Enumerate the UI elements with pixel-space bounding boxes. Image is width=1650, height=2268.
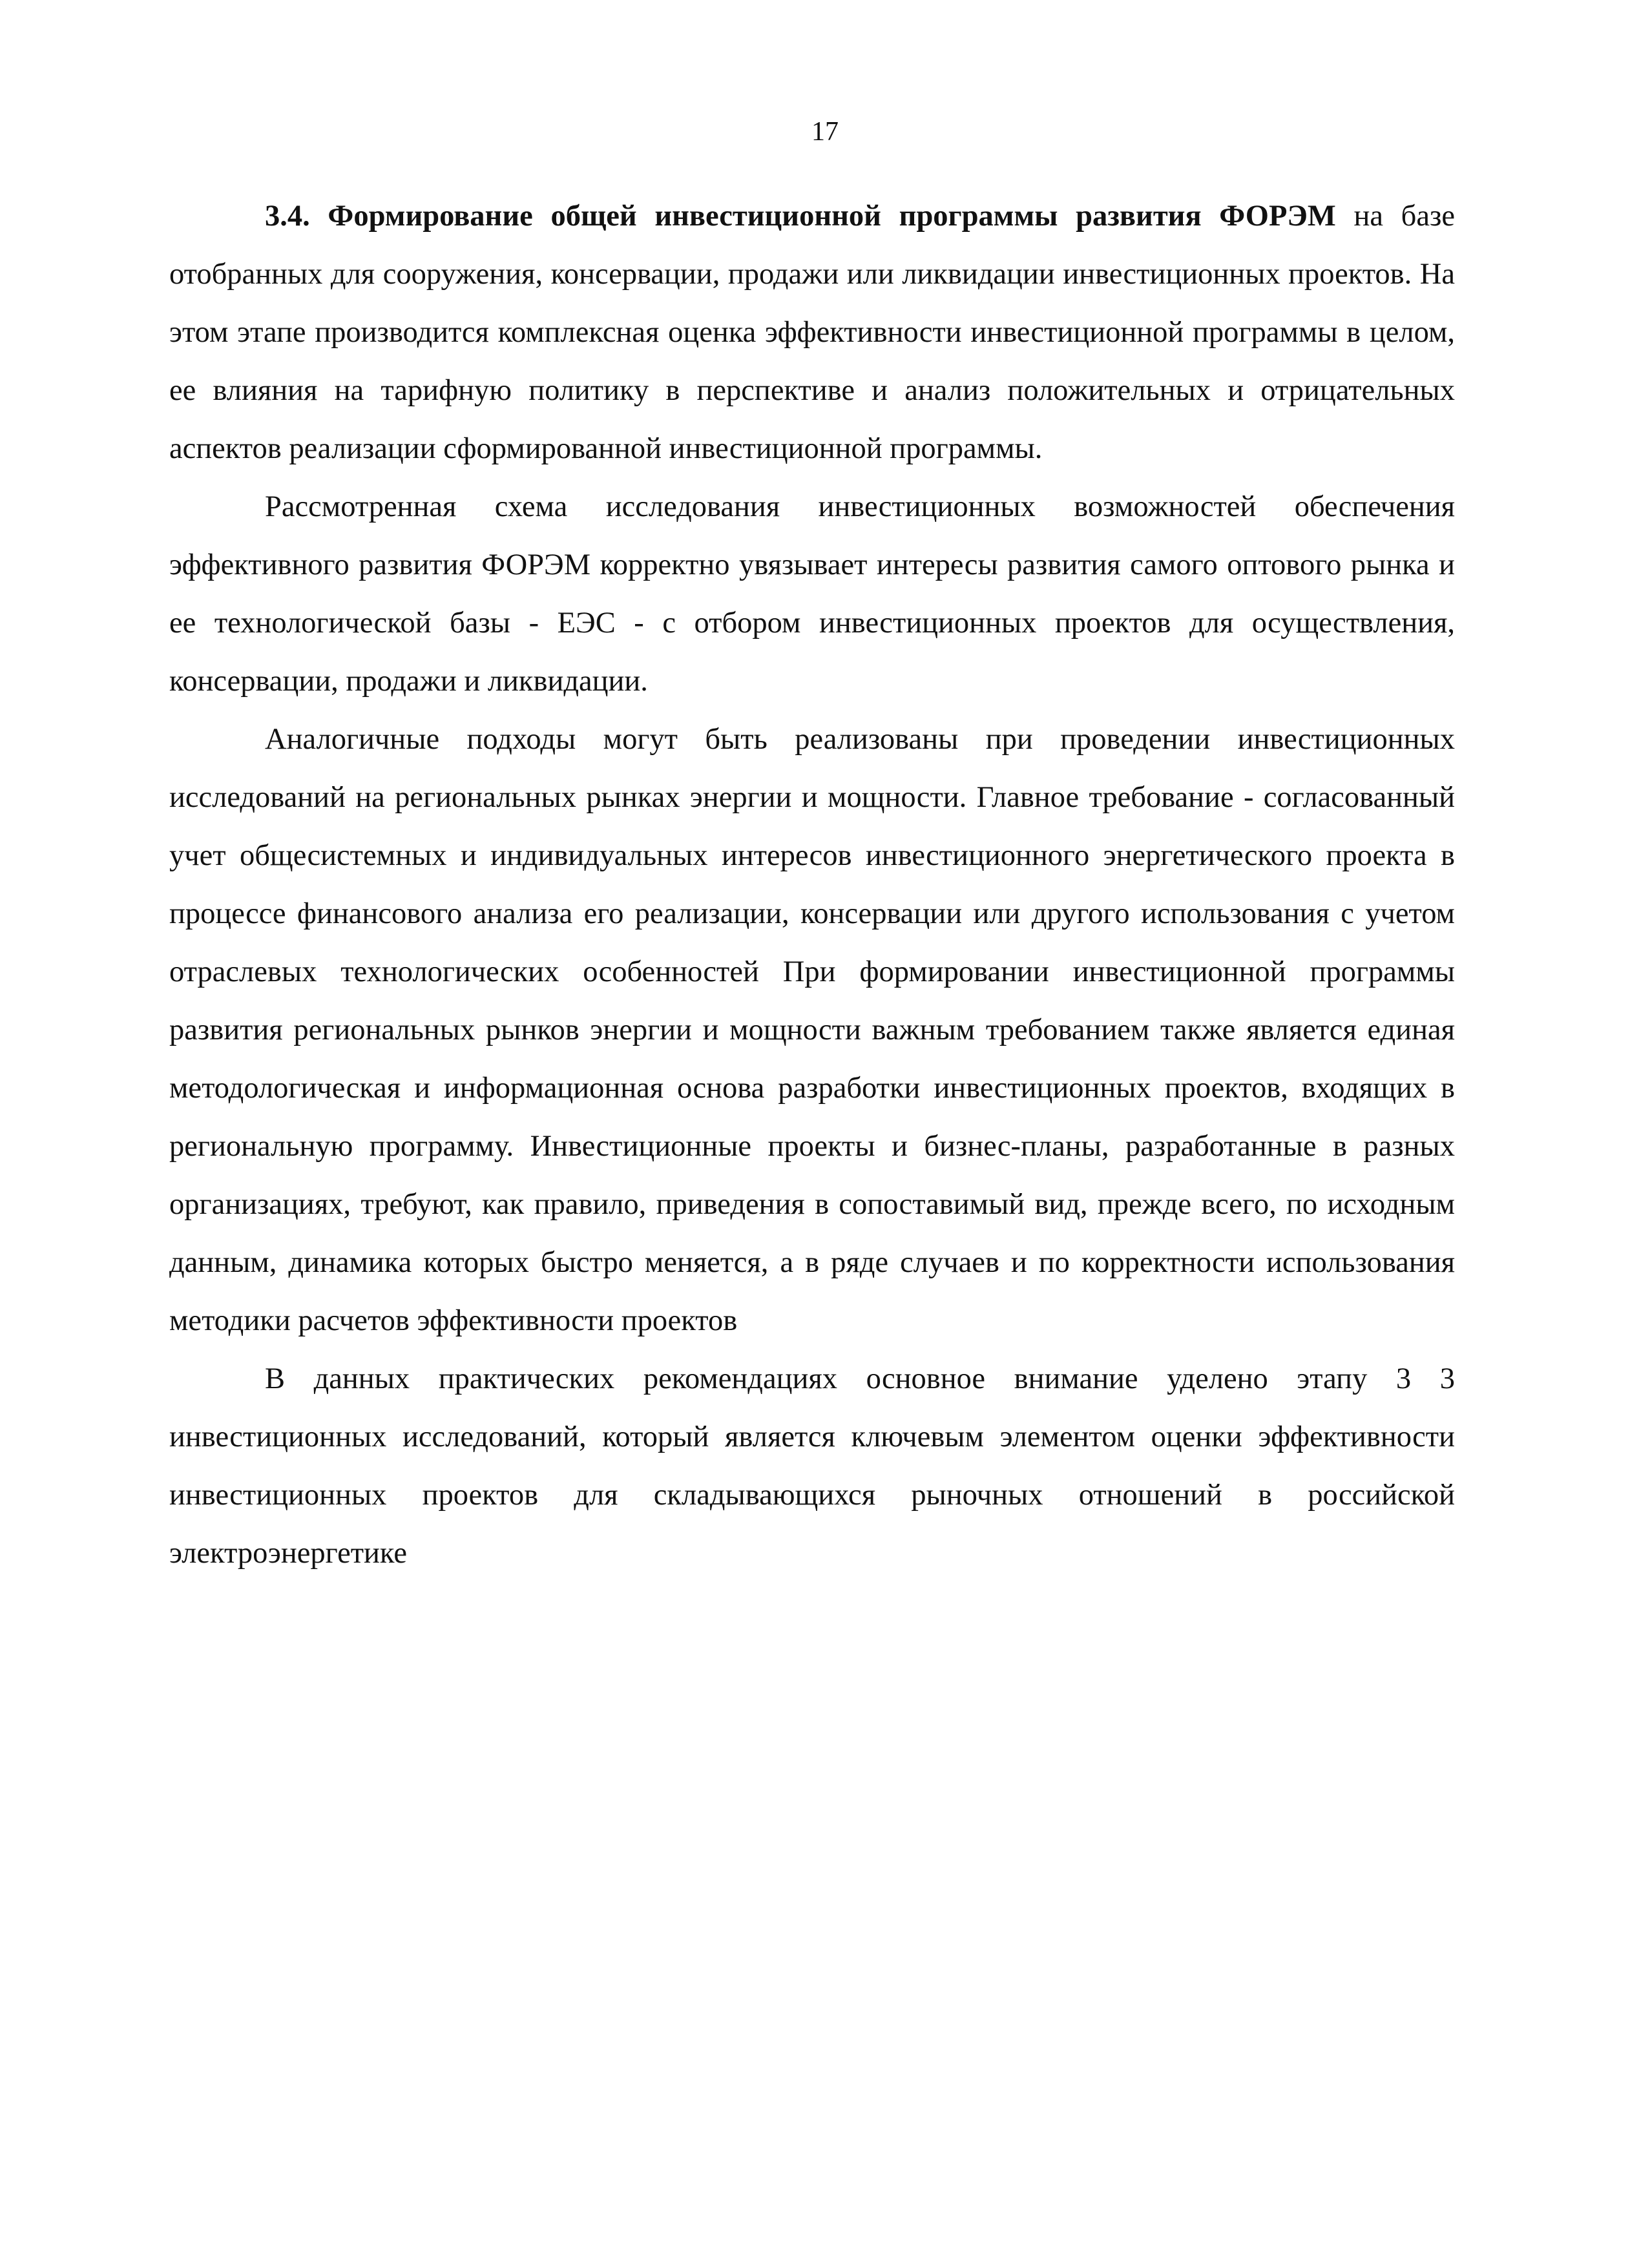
body-paragraph-3: В данных практических рекомендациях основное внимание уделено этапу 3 3 инвестиционных исследований, который является ключевым элементом оценки эффективности инвестиционных проектов для складывающихся рыночных отношений в российской электроэнергетике bbox=[169, 1362, 1455, 1570]
page-number: 17 bbox=[811, 117, 839, 147]
body-paragraph-2: Аналогичные подходы могут быть реализованы при проведении инвестиционных исследований на региональных рынках энергии и мощности. Главное требование - согласованный учет общесистемных и индивидуальных интересов инвестиционного энергетического проекта в процессе финансового анализа его реализации, консервации или другого использования с учетом отраслевых технологических особенностей При формировании инвестиционной программы развития региональных рынков энергии и мощности важным требованием также является единая методологическая и информационная основа разработки инвестиционных проектов, входящих в региональную программу. Инвестиционные проекты и бизнес-планы, разработанные в разных организациях, требуют, как правило, приведения в сопоставимый вид, прежде всего, по исходным данным, динамика которых быстро меняется, а в ряде случаев и по корректности использования методики расчетов эффективности проектов bbox=[169, 723, 1455, 1337]
body-paragraph-1: Рассмотренная схема исследования инвестиционных возможностей обеспечения эффективного развития ФОРЭМ корректно увязывает интересы развития самого оптового рынка и ее технологической базы - ЕЭС - с отбором инвестиционных проектов для осуществления, консервации, продажи и ликвидации. bbox=[169, 490, 1455, 698]
section-heading: 3.4. Формирование общей инвестиционной программы развития ФОРЭМ bbox=[265, 200, 1336, 233]
section-paragraph bbox=[169, 187, 1455, 478]
section-heading-continuation: на базе отобранных для сооружения, консервации, продажи или ликвидации инвестиционных проектов. На этом этапе производится комплексная оценка эффективности инвестиционной программы в целом, ее влияния на тарифную политику в перспективе и анализ положительных и отрицательных аспектов реализации сформированной инвестиционной программы. bbox=[169, 200, 1455, 465]
document-body bbox=[169, 187, 1455, 1583]
